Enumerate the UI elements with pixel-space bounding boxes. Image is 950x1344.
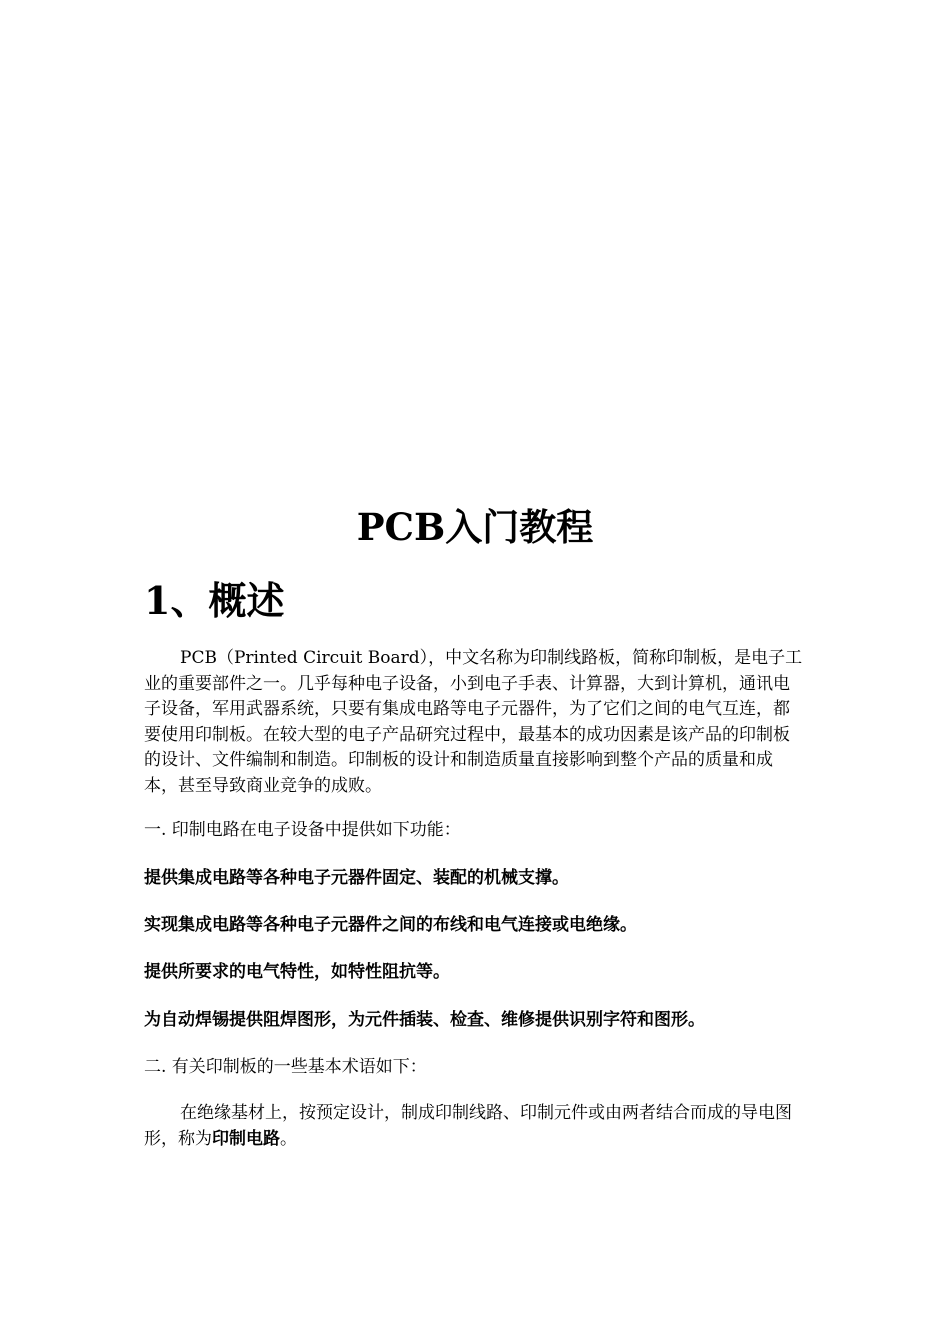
- function-item: 提供所要求的电气特性，如特性阻抗等。: [144, 962, 450, 982]
- function-item: 实现集成电路等各种电子元器件之间的布线和电气连接或电绝缘。: [144, 915, 637, 935]
- intro-paragraph: PCB（Printed Circuit Board），中文名称为印制线路板，简称印制板，是电子工业的重要部件之一。几乎每种电子设备，小到电子手表、计算器，大到计算机，通讯电子设备，军用武器系统，只要有集成电路等电子元器件，为了它们之间的电气互连，都要使用印制板。在较大型的电子产品研究过程中，最基本的成功因素是该产品的印制板的设计、文件编制和制造。印制板的设计和制造质量直接影响到整个产品的质量和成本，甚至导致商业竞争的成败。: [144, 648, 803, 796]
- function-item: 提供集成电路等各种电子元器件固定、装配的机械支撑。: [144, 868, 569, 888]
- functions-list-heading: 一. 印制电路在电子设备中提供如下功能：: [144, 820, 461, 840]
- function-item: 为自动焊锡提供阻焊图形，为元件插装、检查、维修提供识别字符和图形。: [144, 1010, 705, 1030]
- document-title: PCB入门教程: [356, 505, 594, 549]
- definition-paragraph: [144, 1101, 804, 1152]
- definition-term: 印制电路: [212, 1128, 280, 1149]
- definition-text: 在绝缘基材上，按预定设计，制成印制线路、印制元件或由两者结合而成的导电图形，称为: [144, 1103, 792, 1149]
- terms-list-heading: 二. 有关印制板的一些基本术语如下：: [144, 1057, 427, 1077]
- definition-end: 。: [280, 1128, 297, 1149]
- section-heading-overview: 1、概述: [144, 578, 285, 623]
